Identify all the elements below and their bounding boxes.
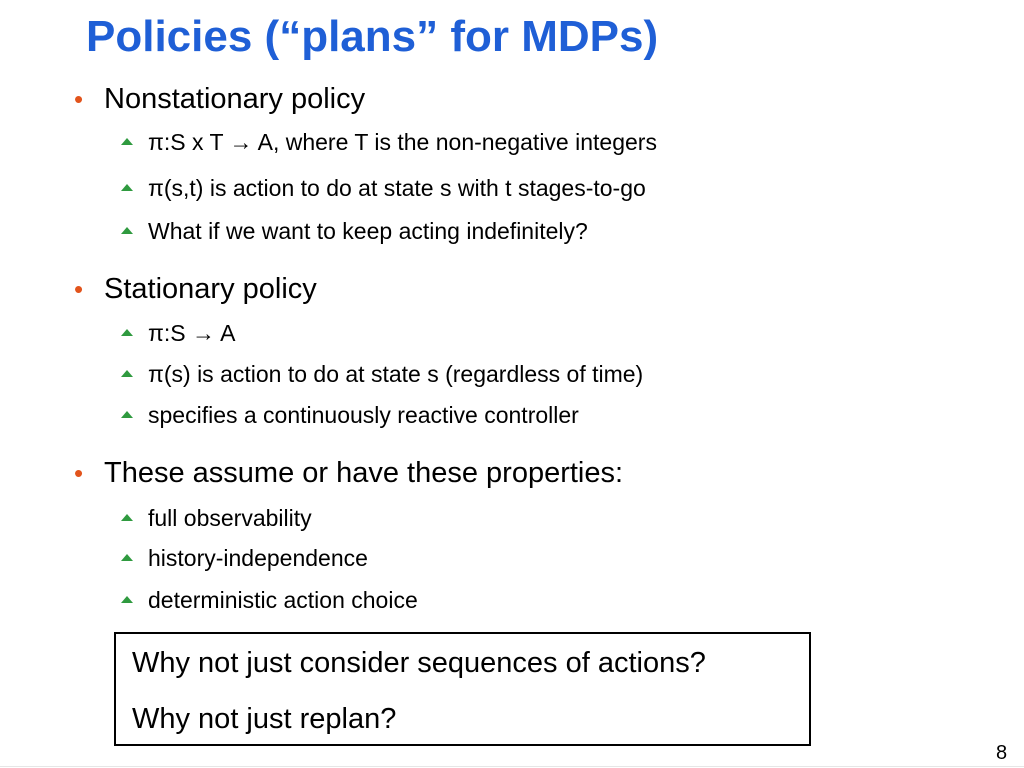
triangle-bullet-icon — [121, 596, 133, 603]
footer-divider — [0, 766, 1024, 767]
sub-bullet-text: specifies a continuously reactive controller — [148, 402, 579, 428]
bullet-dot-icon: • — [74, 274, 84, 304]
triangle-bullet-icon — [121, 227, 133, 234]
sub-bullet-text: full observability — [148, 505, 312, 531]
bullet-dot-icon: • — [74, 458, 84, 488]
triangle-bullet-icon — [121, 514, 133, 521]
triangle-bullet-icon — [121, 411, 133, 418]
sub-bullet-text: π:S → A — [148, 320, 236, 346]
callout-question-1: Why not just consider sequences of actions? — [132, 647, 706, 679]
triangle-bullet-icon — [121, 184, 133, 191]
triangle-bullet-icon — [121, 554, 133, 561]
page-title: Policies (“plans” for MDPs) — [86, 12, 659, 61]
sub-bullet-text: history-independence — [148, 545, 368, 571]
sub-bullet-text: π(s) is action to do at state s (regardless of time) — [148, 361, 644, 387]
bullet-label: Stationary policy — [104, 273, 317, 305]
bullet-dot-icon: • — [74, 84, 84, 114]
sub-bullet-text: deterministic action choice — [148, 587, 418, 613]
page-number: 8 — [996, 742, 1008, 764]
triangle-bullet-icon — [121, 138, 133, 145]
sub-bullet-text: π:S x T → A, where T is the non-negative integers — [148, 129, 657, 155]
sub-bullet-text: π(s,t) is action to do at state s with t stages-to-go — [148, 175, 646, 201]
sub-bullet-text: What if we want to keep acting indefinitely? — [148, 218, 588, 244]
callout-box — [114, 632, 811, 746]
callout-question-2: Why not just replan? — [132, 703, 397, 735]
bullet-label: Nonstationary policy — [104, 83, 366, 115]
triangle-bullet-icon — [121, 370, 133, 377]
triangle-bullet-icon — [121, 329, 133, 336]
bullet-label: These assume or have these properties: — [104, 457, 624, 489]
